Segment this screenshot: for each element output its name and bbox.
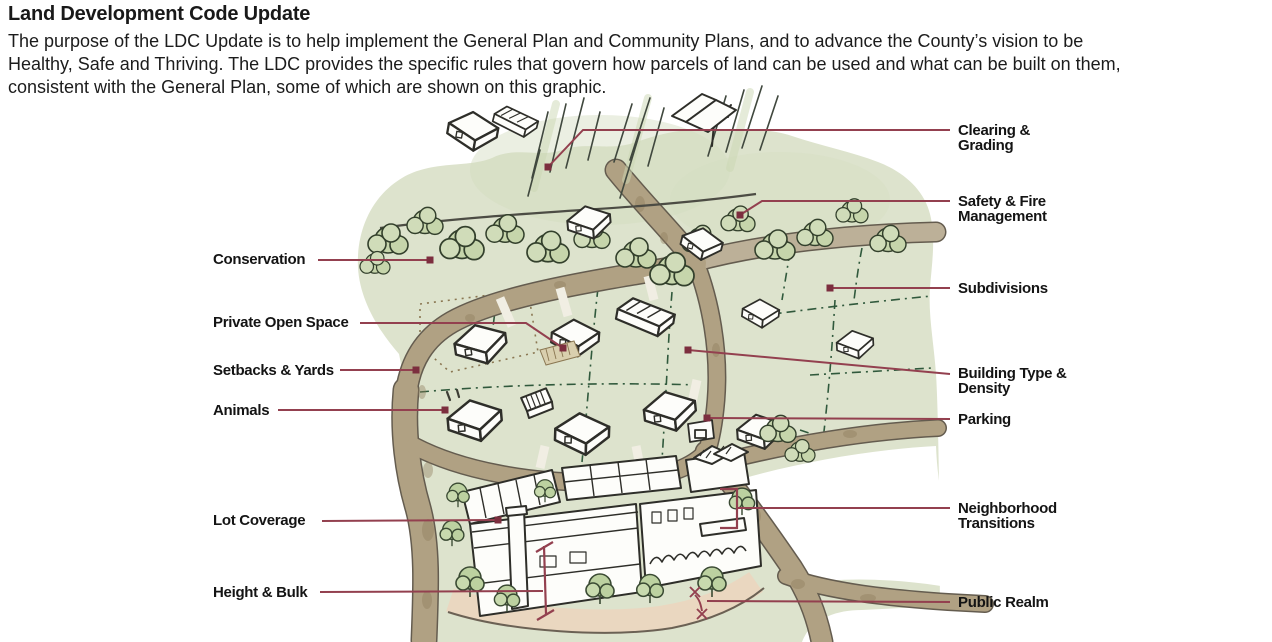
label-safety-fire-management: Safety & Fire Management bbox=[958, 193, 1047, 225]
label-public-realm: Public Realm bbox=[958, 594, 1049, 611]
label-parking: Parking bbox=[958, 411, 1011, 428]
leader-parking bbox=[707, 418, 950, 419]
label-neighborhood-transitions: Neighborhood Transitions bbox=[958, 500, 1057, 532]
label-height-bulk: Height & Bulk bbox=[213, 584, 308, 601]
leader-height-bulk bbox=[320, 591, 543, 592]
intro-line: consistent with the General Plan, some of which are shown on this graphic. bbox=[8, 77, 607, 97]
label-lot-coverage: Lot Coverage bbox=[213, 512, 306, 529]
label-animals: Animals bbox=[213, 402, 270, 419]
leader-public-realm bbox=[707, 601, 950, 602]
label-setbacks-yards: Setbacks & Yards bbox=[213, 362, 334, 379]
label-building-type-density: Building Type & Density bbox=[958, 365, 1067, 397]
intro-line: Healthy, Safe and Thriving. The LDC provides the specific rules that govern how parcels of land can be used and what can be built on them, bbox=[8, 54, 1121, 74]
page-title: Land Development Code Update bbox=[8, 3, 311, 25]
intro-line: The purpose of the LDC Update is to help implement the General Plan and Community Plans, and to advance the County’s vision to be bbox=[8, 31, 1084, 51]
label-clearing-grading: Clearing & Grading bbox=[958, 122, 1031, 154]
label-conservation: Conservation bbox=[213, 251, 306, 268]
leader-lot-coverage bbox=[322, 520, 498, 521]
label-private-open-space: Private Open Space bbox=[213, 314, 349, 331]
label-subdivisions: Subdivisions bbox=[958, 280, 1048, 297]
